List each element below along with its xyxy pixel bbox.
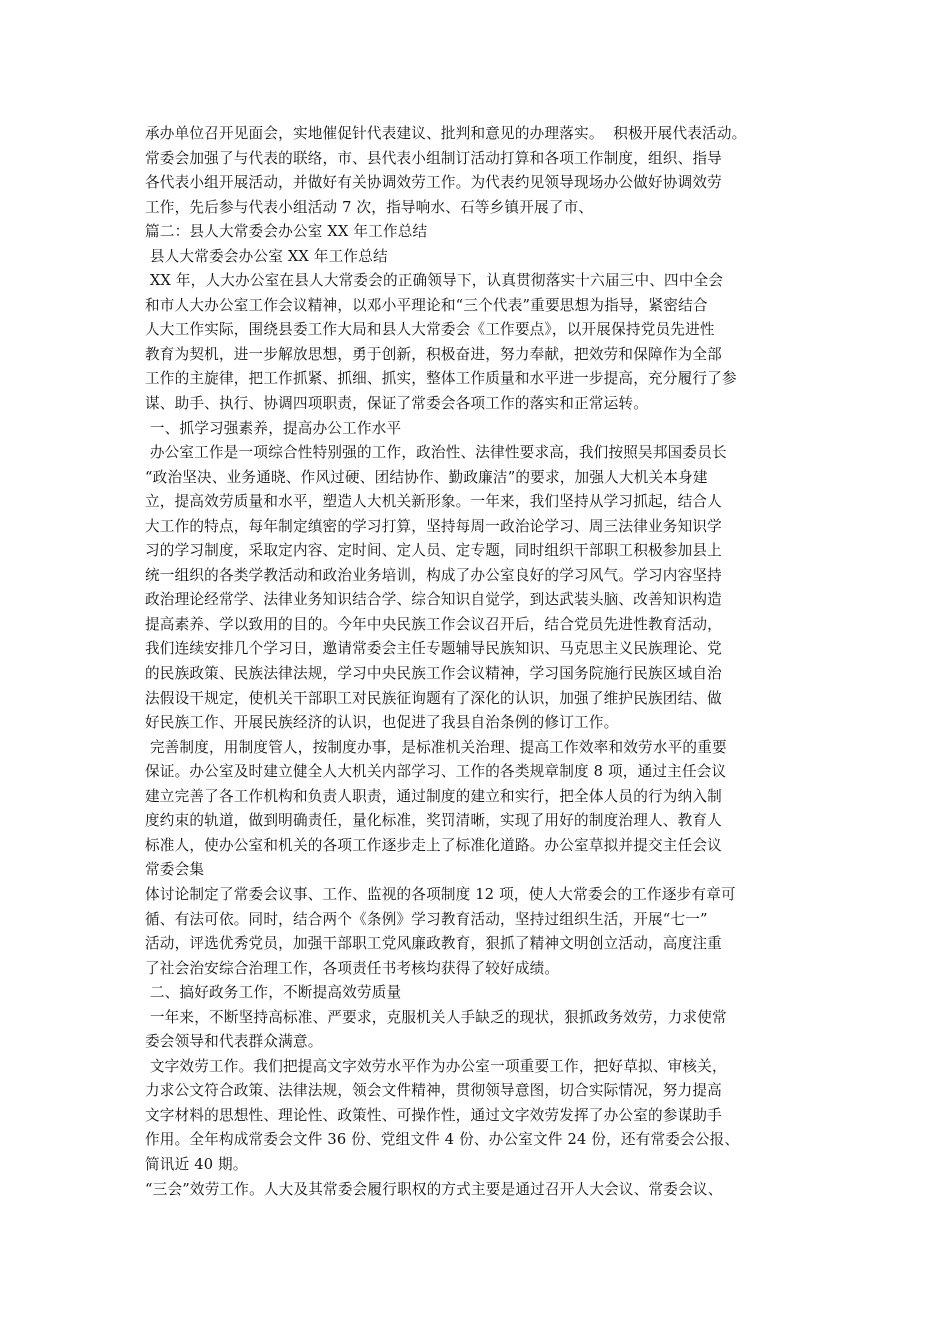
text-line: 提高素养、学以致用的目的。今年中央民族工作会议召开后，结合党员先进性教育活动， [145, 615, 722, 633]
text-line: 习的学习制度，采取定内容、定时间、定人员、定专题，同时组织干部职工积极参加县上 [145, 542, 722, 560]
text-line: 法假设干规定，使机关干部职工对民族征询题有了深化的认识，加强了维护民族团结、做 [145, 689, 722, 707]
text-line: 工作，先后参与代表小组活动 7 次，指导响水、石等乡镇开展了市、 [145, 198, 594, 216]
text-line: 体讨论制定了常委会议事、工作、监视的各项制度 12 项，使人大常委会的工作逐步有章可 [145, 885, 736, 903]
text-line: 立，提高效劳质量和水平，塑造人大机关新形象。一年来，我们坚持从学习抓起，结合人 [145, 493, 722, 511]
text-line: 完善制度，用制度管人，按制度办事，是标准机关治理、提高工作效率和效劳水平的重要 [145, 738, 727, 756]
text-line: 办公室工作是一项综合性特别强的工作，政治性、法律性要求高，我们按照吴邦国委员长 [145, 444, 727, 462]
text-line: 大工作的特点，每年制定缜密的学习打算，坚持每周一政治论学习、周三法律业务知识学 [145, 517, 722, 535]
text-line: 工作的主旋律，把工作抓紧、抓细、抓实，整体工作质量和水平进一步提高，充分履行了参 [145, 370, 737, 388]
text-line: 县人大常委会办公室 XX 年工作总结 [145, 247, 388, 265]
text-line: 建立完善了各工作机构和负责人职责，通过制度的建立和实行，把全体人员的行为纳入制 [145, 787, 722, 805]
text-line: 人大工作实际，围绕县委工作大局和县人大常委会《工作要点》，以开展保持党员先进性 [145, 321, 715, 339]
text-line: 谋、助手、执行、协调四项职责，保证了常委会各项工作的落实和正常运转。 [145, 395, 648, 413]
paragraph [145, 245, 817, 270]
text-line: 常委会集 [145, 861, 205, 879]
text-line: 文字材料的思想性、理论性、政策性、可操作性，通过文字效劳发挥了办公室的参谋助手 [145, 1106, 722, 1124]
text-line: 篇二：县人大常委会办公室 XX 年工作总结 [145, 223, 428, 241]
text-line: 统一组织的各类学教活动和政治业务培训，构成了办公室良好的学习风气。学习内容坚持 [145, 566, 722, 584]
text-line: 文字效劳工作。我们把提高文字效劳水平作为办公室一项重要工作，把好草拟、审核关， [145, 1057, 727, 1075]
text-line: 作用。全年构成常委会文件 36 份、党组文件 4 份、办公室文件 24 份，还有常委会公报、 [145, 1131, 740, 1149]
text-line: 常委会加强了与代表的联络，市、县代表小组制订活动打算和各项工作制度，组织、指导 [145, 149, 722, 167]
paragraph [145, 736, 817, 883]
text-line: 度约束的轨道，做到明确责任，量化标准，奖罚清晰，实现了用好的制度治理人、教育人 [145, 812, 722, 830]
paragraph [145, 1055, 817, 1178]
paragraph [145, 981, 817, 1006]
text-line: 标准人，使办公室和机关的各项工作逐步走上了标准化道路。办公室草拟并提交主任会议 [145, 836, 722, 854]
text-line: 好民族工作、开展民族经济的认识，也促进了我县自治条例的修订工作。 [145, 714, 619, 732]
text-line: 委会领导和代表群众满意。 [145, 1033, 323, 1051]
text-line: 一年来，不断坚持高标准、严要求，克服机关人手缺乏的现状，狠抓政务效劳，力求使常 [145, 1008, 727, 1026]
text-line: 的民族政策、民族法律法规，学习中央民族工作会议精神，学习国务院施行民族区域自治 [145, 665, 722, 683]
text-line: 教育为契机，进一步解放思想，勇于创新，积极奋进，努力奉献，把效劳和保障作为全部 [145, 345, 722, 363]
text-line: 力求公文符合政策、法律法规，领会文件精神，贯彻领导意图，切合实际情况，努力提高 [145, 1082, 722, 1100]
text-line: 我们连续安排几个学习日，邀请常委会主任专题辅导民族知识、马克思主义民族理论、党 [145, 640, 722, 658]
text-line: 简讯近 40 期。 [145, 1155, 248, 1173]
text-line: 各代表小组开展活动，并做好有关协调效劳工作。为代表约见领导现场办公做好协调效劳 [145, 174, 722, 192]
paragraph [145, 883, 817, 981]
text-line: “三会”效劳工作。人大及其常委会履行职权的方式主要是通过召开人大会议、常委会议、 [145, 1180, 723, 1198]
text-line: XX 年，人大办公室在县人大常委会的正确领导下，认真贯彻落实十六届三中、四中全会 [145, 272, 724, 290]
paragraph [145, 122, 817, 220]
text-line: 政治理论经常学、法律业务知识结合学、综合知识自觉学，到达武装头脑、改善知识构造 [145, 591, 722, 609]
paragraph [145, 441, 817, 736]
document-page [145, 122, 817, 1202]
text-line: “政治坚决、业务通晓、作风过硬、团结协作、勤政廉洁”的要求，加强人大机关本身建 [145, 468, 708, 486]
text-line: 循、有法可依。同时，结合两个《条例》学习教育活动，坚持过组织生活，开展“七一” [145, 910, 708, 928]
paragraph [145, 417, 817, 442]
text-line: 二、搞好政务工作，不断提高效劳质量 [145, 984, 402, 1002]
paragraph [145, 1178, 817, 1203]
paragraph [145, 1006, 817, 1055]
text-line: 承办单位召开见面会，实地催促针代表建议、批判和意见的办理落实。 积极开展代表活动。 [145, 125, 747, 142]
paragraph [145, 269, 817, 416]
text-line: 和市人大办公室工作会议精神，以邓小平理论和“三个代表”重要思想为指导，紧密结合 [145, 296, 708, 314]
text-line: 保证。办公室及时建立健全人大机关内部学习、工作的各类规章制度 8 项，通过主任会议 [145, 763, 727, 781]
text-line: 活动，评选优秀党员，加强干部职工党风廉政教育，狠抓了精神文明创立活动，高度注重 [145, 935, 722, 953]
paragraph [145, 220, 817, 245]
text-line: 一、抓学习强素养，提高办公工作水平 [145, 419, 402, 437]
text-line: 了社会治安综合治理工作，各项责任书考核均获得了较好成绩。 [145, 959, 560, 977]
